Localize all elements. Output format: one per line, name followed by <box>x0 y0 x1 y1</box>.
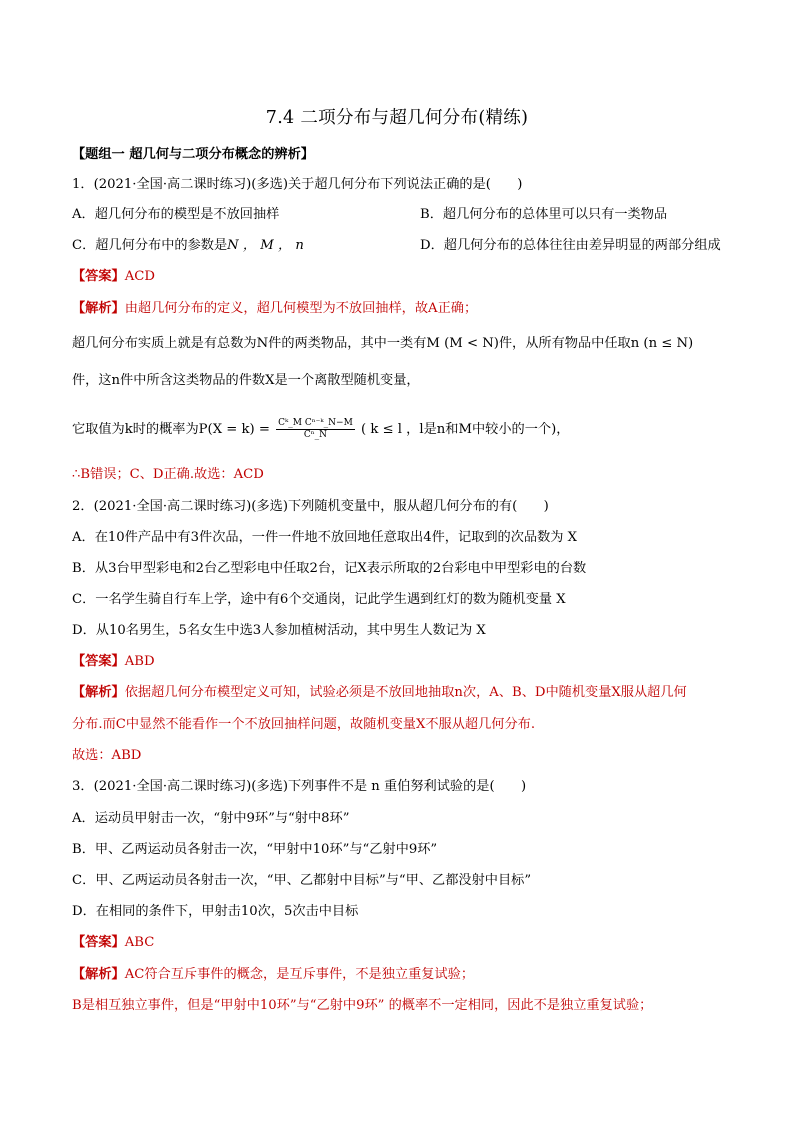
analysis-label: 【解析】 <box>72 685 125 700</box>
q2-analysis-1-text: 依据超几何分布模型定义可知，试验必须是不放回地抽取n次，A、B、D中随机变量X服从超几何 <box>124 685 687 700</box>
q2-analysis-3: 故选：ABD <box>72 748 142 763</box>
q1-answer-value: ACD <box>124 269 155 284</box>
analysis-label: 【解析】 <box>72 967 125 982</box>
q1-analysis-1 <box>72 300 477 318</box>
q3-option-c: C．甲、乙两运动员各射击一次，“甲、乙都射中目标”与“甲、乙都没射中目标” <box>72 873 532 888</box>
q2-answer <box>72 653 155 671</box>
q2-option-d: D．从10名男生，5名女生中选3人参加植树活动，其中男生人数记为 X <box>72 623 486 638</box>
q1-option-c <box>72 237 721 255</box>
q2-option-a: A．在10件产品中有3件次品，一件一件地不放回地任意取出4件，记取到的次品数为 X <box>72 530 578 545</box>
fraction-numerator: Cᵏ_M Cⁿ⁻ᵏ_N−M <box>278 418 353 428</box>
q2-analysis-2: 分布.而C中显然不能看作一个不放回抽样问题，故随机变量X不服从超几何分布. <box>72 717 536 732</box>
q1-option-c-vars: N ， M ， n <box>227 238 304 253</box>
q3-option-d: D．在相同的条件下，甲射击10次，5次击中目标 <box>72 904 359 919</box>
q1-option-b: B．超几何分布的总体里可以只有一类物品 <box>420 207 668 222</box>
q2-analysis-1 <box>72 684 687 702</box>
q1-analysis-1-text: 由超几何分布的定义，超几何模型为不放回抽样，故A正确； <box>124 301 478 316</box>
section-heading: 【题组一 超几何与二项分布概念的辨析】 <box>72 147 314 162</box>
q2-option-b: B．从3台甲型彩电和2台乙型彩电中任取2台，记X表示所取的2台彩电中甲型彩电的台数 <box>72 561 587 576</box>
q1-option-a-text: A．超几何分布的模型是不放回抽样 <box>72 207 280 222</box>
q3-analysis-1-text: AC符合互斥事件的概念，是互斥事件，不是独立重复试验； <box>124 967 475 982</box>
q3-stem: 3．(2021·全国·高二课时练习)(多选)下列事件不是 n 重伯努利试验的是( ) <box>72 779 527 794</box>
q3-answer-value: ABC <box>124 935 155 950</box>
q1-option-c-text: C．超几何分布中的参数是 <box>72 238 228 253</box>
q1-option-a <box>72 206 668 224</box>
q2-answer-value: ABD <box>124 654 155 669</box>
q2-option-c: C．一名学生骑自行车上学，途中有6个交通岗，记此学生遇到红灯的数为随机变量 X <box>72 592 566 607</box>
q1-analysis-4 <box>72 418 569 441</box>
q1-analysis-2: 超几何分布实质上就是有总数为N件的两类物品，其中一类有M (M < N)件，从所有物品中任取n (n ≤ N) <box>72 336 694 351</box>
page-title: 7.4 二项分布与超几何分布(精练) <box>265 108 529 128</box>
q1-analysis-3: 件，这n件中所含这类物品的件数X是一个离散型随机变量， <box>72 373 420 388</box>
probability-fraction <box>276 418 355 441</box>
analysis-label: 【解析】 <box>72 301 125 316</box>
q1-analysis-5: ∴B错误；C、D正确.故选：ACD <box>72 467 264 482</box>
q1-analysis-4-post: ( k ≤ l ，l是n和M中较小的一个)， <box>361 422 570 437</box>
q3-analysis-2: B是相互独立事件，但是“甲射中10环”与“乙射中9环” 的概率不一定相同，因此不是独立重复试验； <box>72 998 653 1013</box>
q3-option-b: B．甲、乙两运动员各射击一次，“甲射中10环”与“乙射中9环” <box>72 842 438 857</box>
fraction-denominator: Cⁿ_N <box>303 430 328 440</box>
q3-analysis-1 <box>72 966 474 984</box>
answer-label: 【答案】 <box>72 935 125 950</box>
q1-answer <box>72 268 155 286</box>
answer-label: 【答案】 <box>72 269 125 284</box>
q3-option-a: A．运动员甲射击一次，“射中9环”与“射中8环” <box>72 811 350 826</box>
q1-analysis-4-pre: 它取值为k时的概率为P(X = k) = <box>72 422 270 437</box>
q1-option-d: D．超几何分布的总体往往由差异明显的两部分组成 <box>420 238 721 253</box>
q2-stem: 2．(2021·全国·高二课时练习)(多选)下列随机变量中，服从超几何分布的有( ) <box>72 499 549 514</box>
q1-stem: 1．(2021·全国·高二课时练习)(多选)关于超几何分布下列说法正确的是( ) <box>72 177 523 192</box>
q3-answer <box>72 934 154 952</box>
answer-label: 【答案】 <box>72 654 125 669</box>
